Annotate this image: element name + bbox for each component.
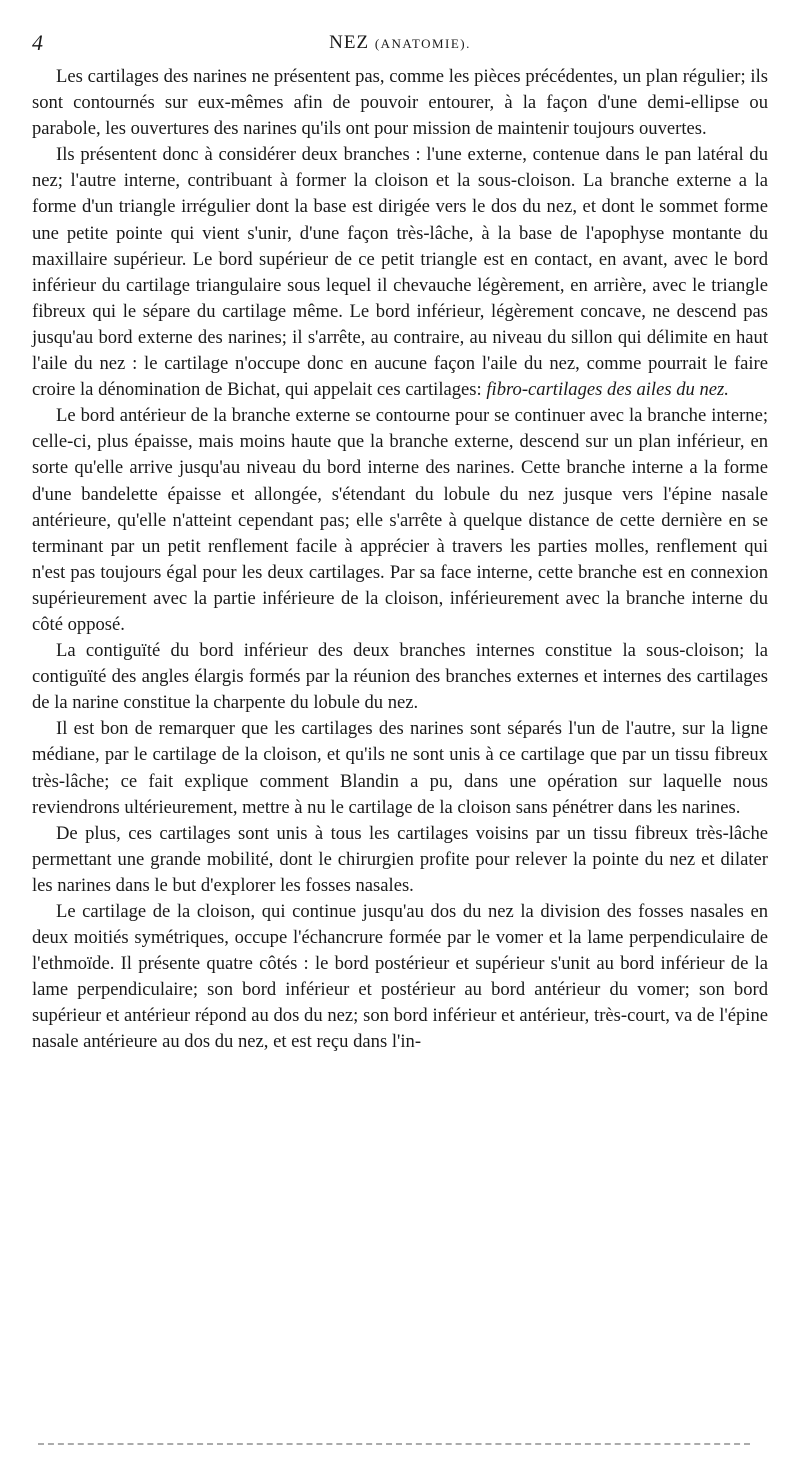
paragraph-6: [32, 821, 768, 899]
page-number: 4: [32, 30, 43, 55]
paragraph-text: Le cartilage de la cloison, qui continue jusqu'au dos du nez la division des fosses nasales en deux moitiés symétriques, occupe l'échancrure formée par le vomer et la lame perpendiculaire de l'ethmoïde. Il présente quatre côtés : le bord postérieur et supérieur s'unit au bord inférieur de la lame perpendiculaire; son bord inférieur et postérieur au bord antérieur du vomer; son bord supérieur et antérieur répond au dos du nez; son bord inférieur et antérieur, très-court, va de l'épine nasale antérieure au dos du nez, et est reçu dans l'in-: [32, 901, 768, 1053]
paragraph-7: [32, 899, 768, 1056]
book-page: [32, 30, 768, 1056]
paragraph-5: [32, 716, 768, 820]
body-text: [32, 64, 768, 1056]
page-title: [32, 32, 768, 54]
paragraph-1: [32, 64, 768, 142]
paragraph-text: Ils présentent donc à considérer deux branches : l'une externe, contenue dans le pan latéral du nez; l'autre interne, contribuant à former la cloison et la sous-cloison. La branche externe a la forme d'un triangle irrégulier dont la base est dirigée vers le dos du nez, et dont le sommet forme une petite pointe qui vient s'unir, d'une façon très-lâche, à la base de l'apophyse montante du maxillaire supérieur. Le bord supérieur de ce petit triangle est en contact, en avant, avec le bord inférieur du cartilage triangulaire sous lequel il chevauche légèrement, en arrière, avec le triangle fibreux qui le sépare du cartilage même. Le bord inférieur, légèrement concave, ne descend pas jusqu'au bord externe des narines; il s'arrête, au contraire, au niveau du sillon qui délimite en haut l'aile du nez : le cartilage n'occupe donc en aucune façon l'aile du nez, comme pourrait le faire croire la dénomination de Bichat, qui appelait ces cartilages:: [32, 144, 768, 401]
paragraph-3: [32, 403, 768, 638]
paragraph-text: Les cartilages des narines ne présentent pas, comme les pièces précédentes, un plan régulier; ils sont contournés sur eux-mêmes afin de pouvoir entourer, à la façon d'une demi-ellipse ou parabole, les ouvertures des narines qu'ils ont pour mission de maintenir toujours ouvertes.: [32, 66, 768, 140]
footer-rule: [38, 1443, 750, 1445]
paragraph-text: Le bord antérieur de la branche externe se contourne pour se continuer avec la branche interne; celle-ci, plus épaisse, mais moins haute que la branche externe, descend sur un plan inférieur, en sorte qu'elle arrive jusqu'au niveau du bord interne des narines. Cette branche interne a la forme d'une bandelette épaisse et allongée, s'étendant du lobule du nez jusque vers l'épine nasale antérieure, qu'elle n'atteint cependant pas; elle s'arrête à quelque distance de cette dernière en se terminant par un petit renflement facile à apprécier à travers les parties molles, renflement qui n'est pas toujours égal pour les deux cartilages. Par sa face interne, cette branche est en connexion supérieurement avec la partie inférieure de la cloison, inférieurement avec la branche interne du côté opposé.: [32, 405, 768, 635]
paragraph-text: De plus, ces cartilages sont unis à tous les cartilages voisins par un tissu fibreux très-lâche permettant une grande mobilité, dont le chirurgien profite pour relever la pointe du nez et dilater les narines dans le but d'explorer les fosses nasales.: [32, 822, 768, 896]
italic-term: fibro-cartilages des ailes du nez.: [486, 379, 729, 401]
paragraph-text: Il est bon de remarquer que les cartilages des narines sont séparés l'un de l'autre, sur la ligne médiane, par le cartilage de la cloison, et qu'ils ne sont unis à ce cartilage que par un tissu fibreux très-lâche; ce fait explique comment Blandin a pu, dans une opération sur laquelle nous reviendrons ultérieurement, mettre à nu le cartilage de la cloison sans pénétrer dans les narines.: [32, 718, 768, 818]
paragraph-4: [32, 638, 768, 716]
title-sub: (ANATOMIE).: [374, 36, 471, 51]
title-main: NEZ: [329, 32, 370, 53]
running-head: [32, 30, 768, 60]
paragraph-2: [32, 142, 768, 403]
paragraph-text: La contiguïté du bord inférieur des deux branches internes constitue la sous-cloison; la contiguïté des angles élargis formés par la réunion des branches externes et internes des cartilages de la narine constitue la charpente du lobule du nez.: [32, 640, 768, 714]
